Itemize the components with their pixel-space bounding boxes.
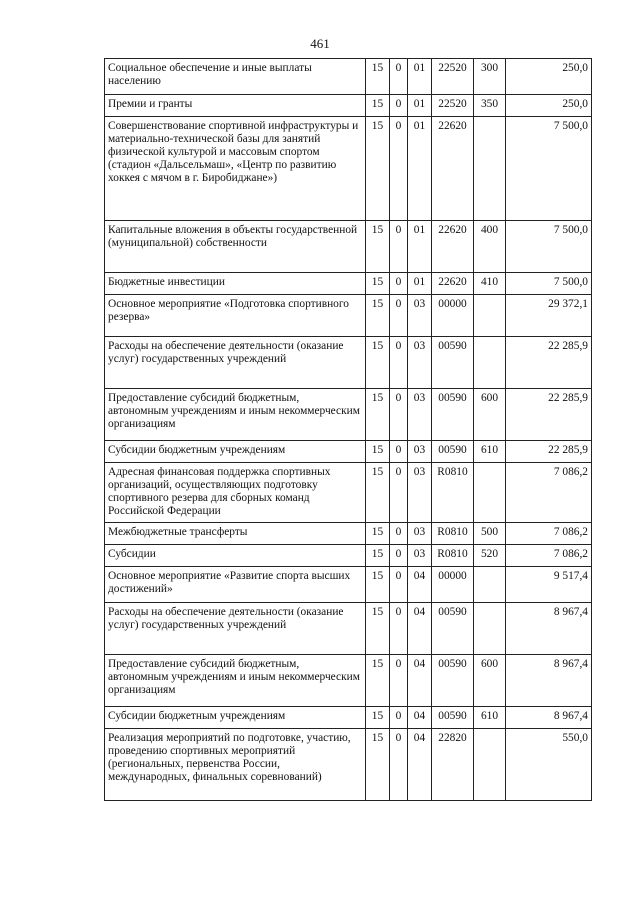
- table-row: [105, 59, 592, 95]
- code-subprogram: 01: [408, 221, 432, 273]
- code-program-part: 0: [390, 567, 408, 603]
- code-ministry: 15: [366, 567, 390, 603]
- table-row: [105, 545, 592, 567]
- row-name: Основное мероприятие «Развитие спорта высших достижений»: [105, 567, 366, 603]
- code-ministry: 15: [366, 95, 390, 117]
- code-program-part: 0: [390, 221, 408, 273]
- row-amount: 8 967,4: [506, 707, 592, 729]
- code-target: R0810: [432, 463, 474, 523]
- code-program-part: 0: [390, 545, 408, 567]
- row-amount: 22 285,9: [506, 441, 592, 463]
- row-amount: 9 517,4: [506, 567, 592, 603]
- code-ministry: 15: [366, 729, 390, 801]
- code-ministry: 15: [366, 523, 390, 545]
- code-expense-type: 300: [474, 59, 506, 95]
- code-subprogram: 03: [408, 389, 432, 441]
- code-target: 00590: [432, 603, 474, 655]
- row-name: Социальное обеспечение и иные выплаты населению: [105, 59, 366, 95]
- row-amount: 29 372,1: [506, 295, 592, 337]
- row-amount: 7 086,2: [506, 523, 592, 545]
- table-row: [105, 273, 592, 295]
- code-subprogram: 01: [408, 59, 432, 95]
- code-program-part: 0: [390, 655, 408, 707]
- row-amount: 22 285,9: [506, 337, 592, 389]
- code-program-part: 0: [390, 729, 408, 801]
- code-expense-type: 500: [474, 523, 506, 545]
- row-name: Субсидии бюджетным учреждениям: [105, 441, 366, 463]
- code-expense-type: [474, 603, 506, 655]
- row-name: Субсидии бюджетным учреждениям: [105, 707, 366, 729]
- code-ministry: 15: [366, 655, 390, 707]
- code-target: 22620: [432, 117, 474, 221]
- code-ministry: 15: [366, 441, 390, 463]
- table-row: [105, 707, 592, 729]
- table-row: [105, 603, 592, 655]
- code-subprogram: 03: [408, 295, 432, 337]
- row-amount: 8 967,4: [506, 655, 592, 707]
- row-name: Премии и гранты: [105, 95, 366, 117]
- code-ministry: 15: [366, 389, 390, 441]
- row-amount: 7 086,2: [506, 463, 592, 523]
- code-program-part: 0: [390, 389, 408, 441]
- code-target: 00590: [432, 707, 474, 729]
- code-ministry: 15: [366, 463, 390, 523]
- page-number: 461: [310, 36, 330, 51]
- code-subprogram: 03: [408, 337, 432, 389]
- budget-table-body: [105, 59, 592, 801]
- code-ministry: 15: [366, 59, 390, 95]
- row-name: Предоставление субсидий бюджетным, автономным учреждениям и иным некоммерческим организациям: [105, 655, 366, 707]
- code-ministry: 15: [366, 545, 390, 567]
- code-program-part: 0: [390, 523, 408, 545]
- code-ministry: 15: [366, 603, 390, 655]
- row-name: Совершенствование спортивной инфраструктуры и материально-технической базы для занятий физической культурой и массовым спортом (стадион «Дальсельмаш», «Центр по развитию хоккея с мячом в г. Биробиджане»): [105, 117, 366, 221]
- row-amount: 550,0: [506, 729, 592, 801]
- code-subprogram: 04: [408, 729, 432, 801]
- row-name: Расходы на обеспечение деятельности (оказание услуг) государственных учреждений: [105, 337, 366, 389]
- code-ministry: 15: [366, 337, 390, 389]
- code-subprogram: 03: [408, 523, 432, 545]
- code-target: 00000: [432, 567, 474, 603]
- table-row: [105, 117, 592, 221]
- code-subprogram: 01: [408, 273, 432, 295]
- code-expense-type: [474, 117, 506, 221]
- code-subprogram: 04: [408, 707, 432, 729]
- code-expense-type: 410: [474, 273, 506, 295]
- code-subprogram: 01: [408, 117, 432, 221]
- code-program-part: 0: [390, 603, 408, 655]
- row-amount: 250,0: [506, 95, 592, 117]
- code-target: 22520: [432, 95, 474, 117]
- code-program-part: 0: [390, 441, 408, 463]
- code-expense-type: 610: [474, 441, 506, 463]
- row-amount: 250,0: [506, 59, 592, 95]
- row-amount: 7 500,0: [506, 117, 592, 221]
- code-subprogram: 03: [408, 441, 432, 463]
- code-expense-type: [474, 729, 506, 801]
- code-subprogram: 04: [408, 567, 432, 603]
- code-target: 22820: [432, 729, 474, 801]
- code-expense-type: 350: [474, 95, 506, 117]
- row-name: Адресная финансовая поддержка спортивных организаций, осуществляющих подготовку спортивного резерва для сборных команд Российской Федерации: [105, 463, 366, 523]
- table-row: [105, 295, 592, 337]
- code-subprogram: 04: [408, 655, 432, 707]
- row-amount: 7 500,0: [506, 221, 592, 273]
- code-target: 00590: [432, 441, 474, 463]
- code-subprogram: 01: [408, 95, 432, 117]
- row-amount: 7 500,0: [506, 273, 592, 295]
- code-expense-type: 400: [474, 221, 506, 273]
- table-row: [105, 567, 592, 603]
- code-program-part: 0: [390, 59, 408, 95]
- table-row: [105, 463, 592, 523]
- code-subprogram: 03: [408, 463, 432, 523]
- code-program-part: 0: [390, 295, 408, 337]
- code-expense-type: [474, 567, 506, 603]
- code-ministry: 15: [366, 273, 390, 295]
- code-target: 00590: [432, 337, 474, 389]
- row-amount: 7 086,2: [506, 545, 592, 567]
- row-name: Межбюджетные трансферты: [105, 523, 366, 545]
- code-program-part: 0: [390, 337, 408, 389]
- table-row: [105, 389, 592, 441]
- table-row: [105, 441, 592, 463]
- table-row: [105, 221, 592, 273]
- row-amount: 22 285,9: [506, 389, 592, 441]
- row-name: Реализация мероприятий по подготовке, участию, проведению спортивных мероприятий (региональных, первенства России, международных, финальных соревнований): [105, 729, 366, 801]
- code-expense-type: 600: [474, 389, 506, 441]
- code-ministry: 15: [366, 117, 390, 221]
- code-target: 22620: [432, 221, 474, 273]
- code-target: R0810: [432, 545, 474, 567]
- code-ministry: 15: [366, 295, 390, 337]
- code-expense-type: 520: [474, 545, 506, 567]
- row-name: Субсидии: [105, 545, 366, 567]
- row-name: Предоставление субсидий бюджетным, автономным учреждениям и иным некоммерческим организациям: [105, 389, 366, 441]
- code-program-part: 0: [390, 117, 408, 221]
- table-row: [105, 729, 592, 801]
- row-name: Расходы на обеспечение деятельности (оказание услуг) государственных учреждений: [105, 603, 366, 655]
- code-program-part: 0: [390, 463, 408, 523]
- code-expense-type: 610: [474, 707, 506, 729]
- code-program-part: 0: [390, 273, 408, 295]
- table-row: [105, 655, 592, 707]
- code-target: 00590: [432, 655, 474, 707]
- code-program-part: 0: [390, 95, 408, 117]
- table-row: [105, 337, 592, 389]
- code-target: R0810: [432, 523, 474, 545]
- code-target: 00000: [432, 295, 474, 337]
- row-name: Основное мероприятие «Подготовка спортивного резерва»: [105, 295, 366, 337]
- code-expense-type: [474, 295, 506, 337]
- code-target: 22620: [432, 273, 474, 295]
- code-target: 22520: [432, 59, 474, 95]
- code-ministry: 15: [366, 221, 390, 273]
- row-name: Капитальные вложения в объекты государственной (муниципальной) собственности: [105, 221, 366, 273]
- row-amount: 8 967,4: [506, 603, 592, 655]
- code-subprogram: 03: [408, 545, 432, 567]
- code-ministry: 15: [366, 707, 390, 729]
- code-subprogram: 04: [408, 603, 432, 655]
- code-expense-type: 600: [474, 655, 506, 707]
- table-row: [105, 95, 592, 117]
- table-row: [105, 523, 592, 545]
- code-expense-type: [474, 337, 506, 389]
- row-name: Бюджетные инвестиции: [105, 273, 366, 295]
- code-program-part: 0: [390, 707, 408, 729]
- budget-table: [104, 58, 592, 801]
- code-target: 00590: [432, 389, 474, 441]
- code-expense-type: [474, 463, 506, 523]
